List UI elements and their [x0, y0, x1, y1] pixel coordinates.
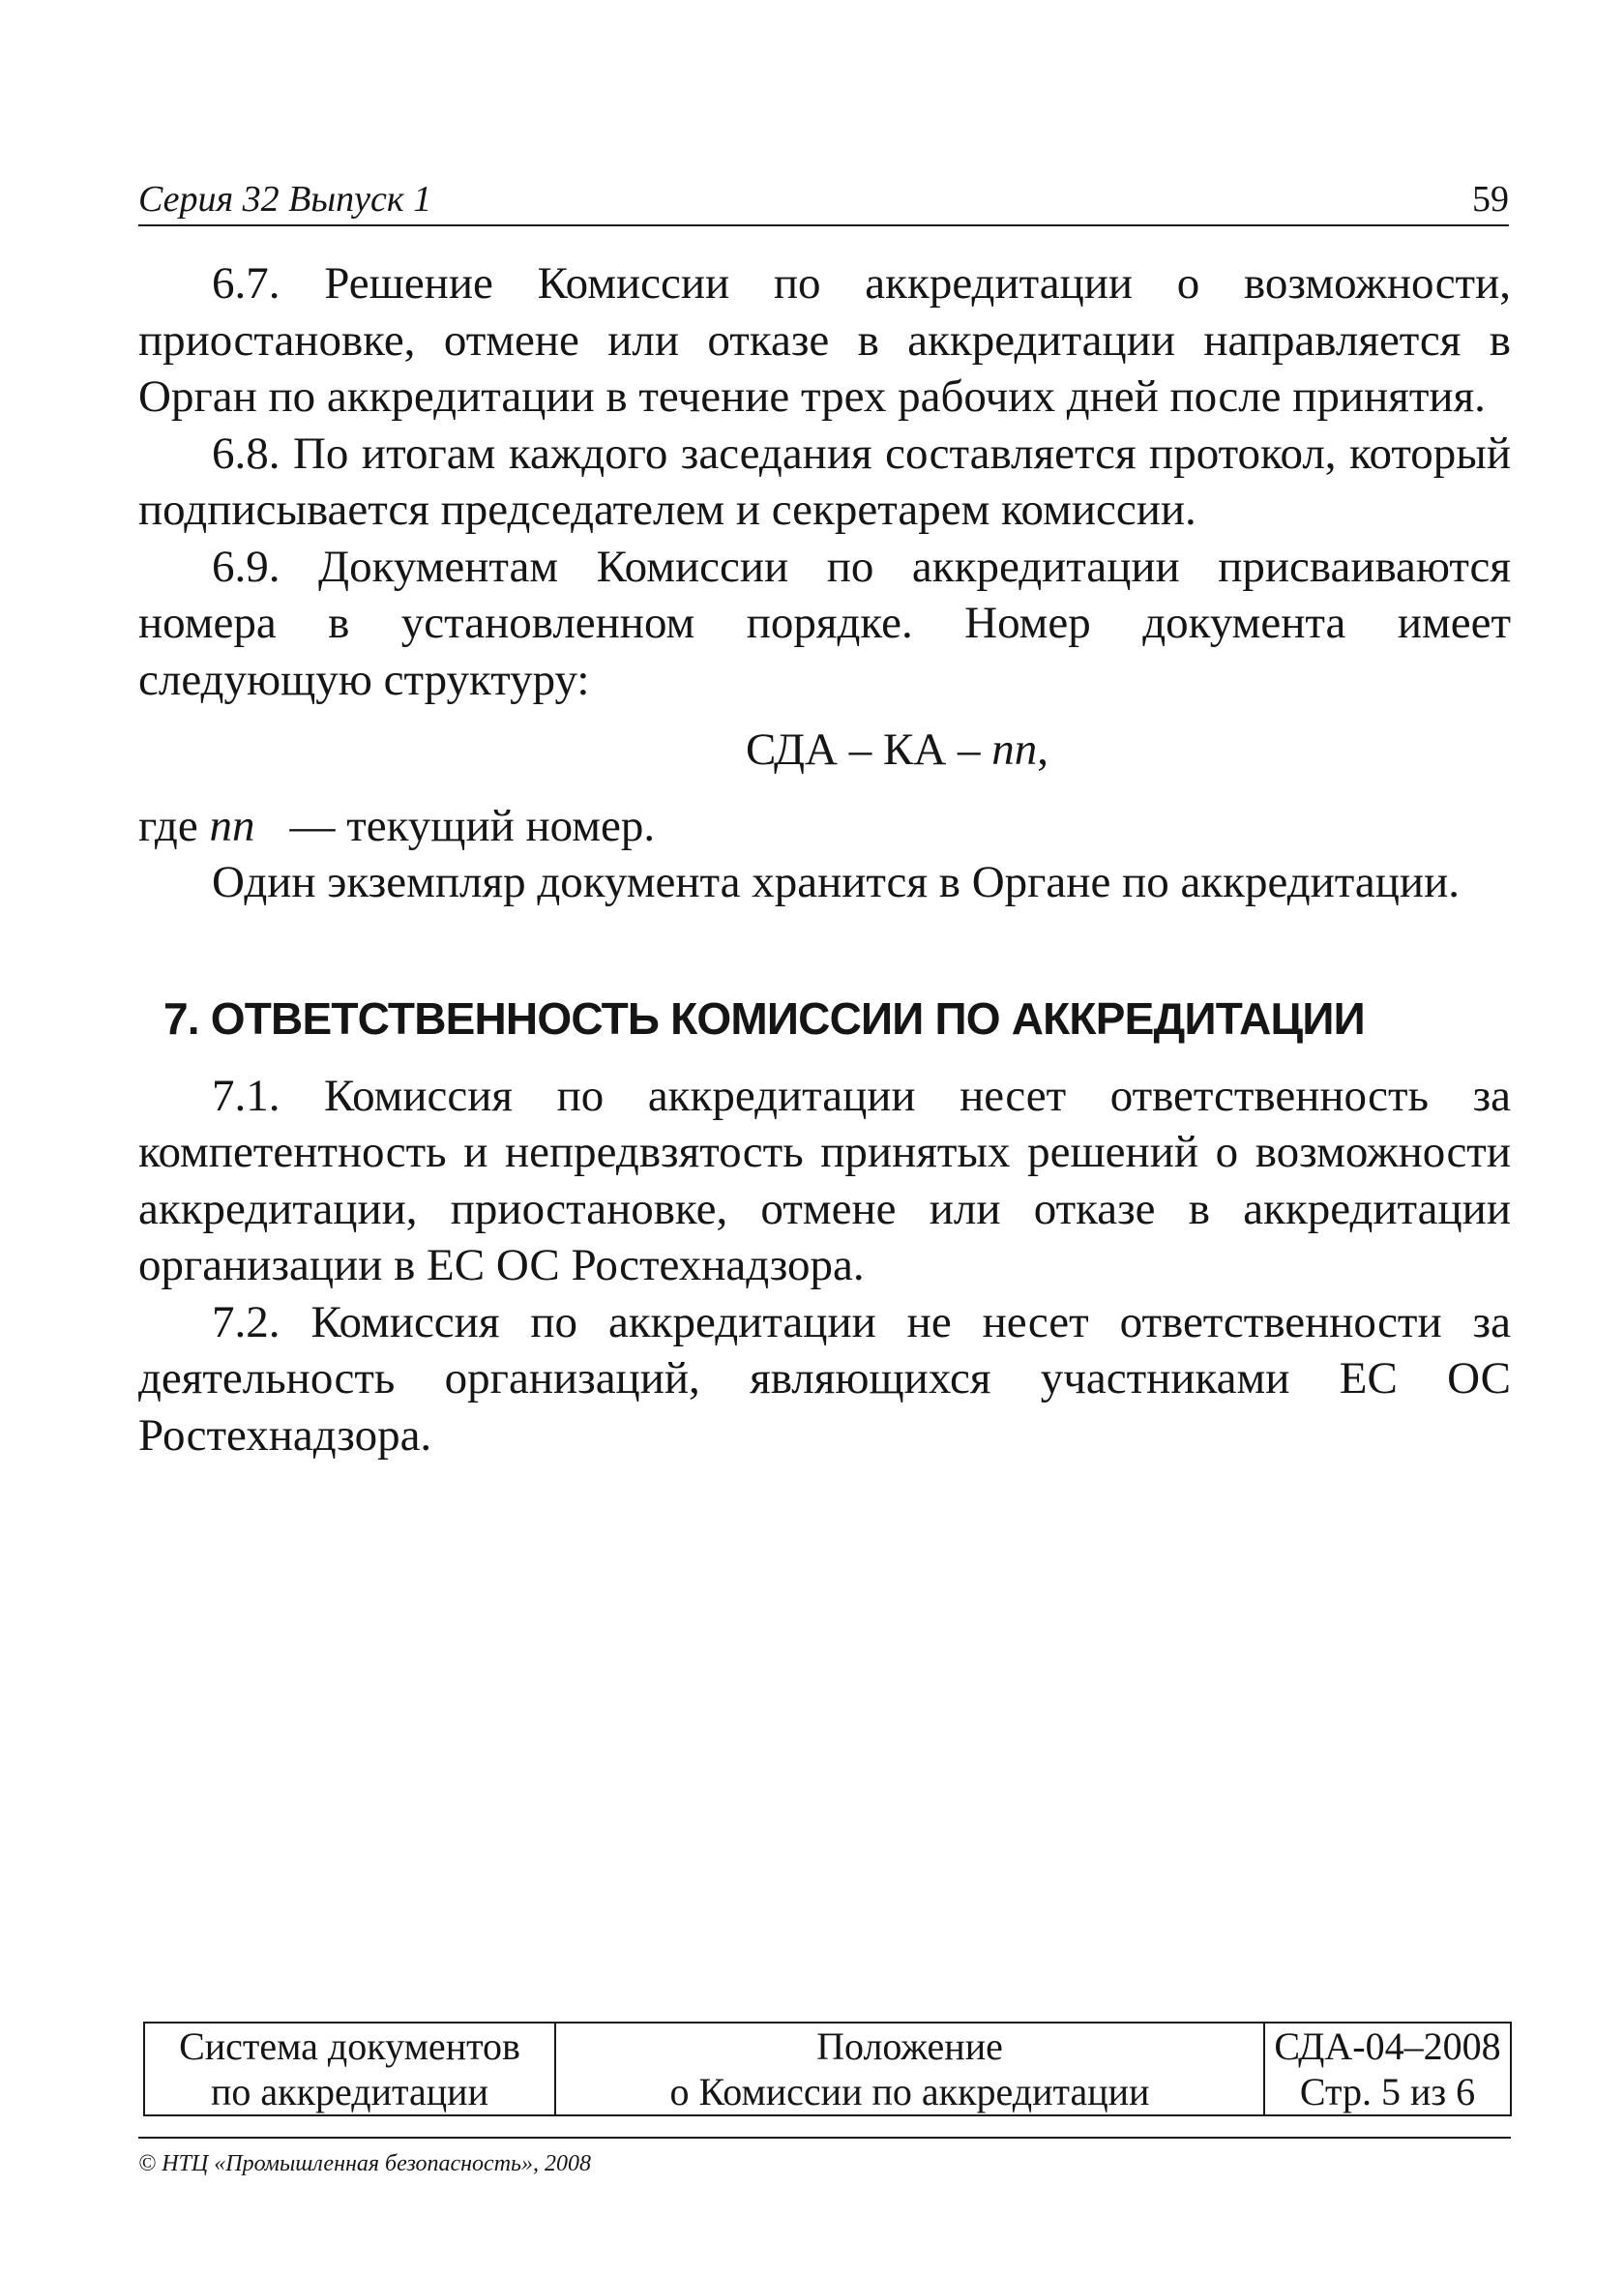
copyright-divider — [138, 2137, 1511, 2139]
formula-variable: пп — [991, 724, 1038, 775]
footer-system-line2: по аккредитации — [211, 2070, 488, 2113]
formula-explanation — [138, 798, 1511, 855]
document-footer-table — [143, 2022, 1512, 2116]
where-word: где — [138, 800, 210, 851]
section-7-heading: 7. ОТВЕТСТВЕННОСТЬ КОМИССИИ ПО АККРЕДИТАЦИИ — [163, 992, 1365, 1044]
footer-title-line2: о Комиссии по аккредитации — [669, 2070, 1150, 2113]
formula-suffix: , — [1037, 724, 1049, 775]
copyright-notice: © НТЦ «Промышленная безопасность», 2008 — [138, 2151, 591, 2176]
paragraph-6-8: 6.8. По итогам каждого заседания составляется протокол, который подписывается председателем и секретарем комиссии. — [138, 428, 1511, 535]
footer-system-line1: Система документов — [179, 2024, 520, 2068]
footer-title-line1: Положение — [816, 2024, 1003, 2068]
where-variable: пп — [209, 800, 255, 851]
page-body — [138, 255, 1511, 1463]
footer-title-cell — [555, 2023, 1264, 2115]
where-text: — текущий номер. — [289, 800, 656, 851]
footer-doc-code: СДА-04–2008 — [1274, 2024, 1501, 2068]
footer-code-cell — [1264, 2023, 1511, 2115]
paragraph-7-2: 7.2. Комиссия по аккредитации не несет ответственности за деятельность организаций, являющихся участниками ЕС ОС Ростехнадзора. — [138, 1296, 1511, 1461]
paragraph-7-1: 7.1. Комиссия по аккредитации несет ответственность за компетентность и непредвзятость принятых решений о возможности аккредитации, приостановке, отмене или отказе в аккредитации организации в ЕС ОС Ростехнадзора. — [138, 1070, 1511, 1290]
page-number: 59 — [1472, 179, 1509, 220]
formula-prefix: СДА – КА – — [745, 724, 992, 775]
paragraph-copy-storage: Один экземпляр документа хранится в Органе по аккредитации. — [212, 857, 1460, 907]
series-title: Серия 32 Выпуск 1 — [138, 179, 432, 220]
footer-system-cell — [144, 2023, 555, 2115]
footer-page-count: Стр. 5 из 6 — [1299, 2070, 1476, 2113]
running-header — [138, 174, 1509, 226]
document-number-formula — [138, 722, 1511, 779]
paragraph-6-7: 6.7. Решение Комиссии по аккредитации о возможности, приостановке, отмене или отказе в аккредитации направляется в Орган по аккредитации в течение трех рабочих дней после принятия. — [138, 258, 1511, 422]
paragraph-6-9: 6.9. Документам Комиссии по аккредитации присваиваются номера в установленном порядке. Номер документа имеет следующую структуру: — [138, 541, 1511, 705]
